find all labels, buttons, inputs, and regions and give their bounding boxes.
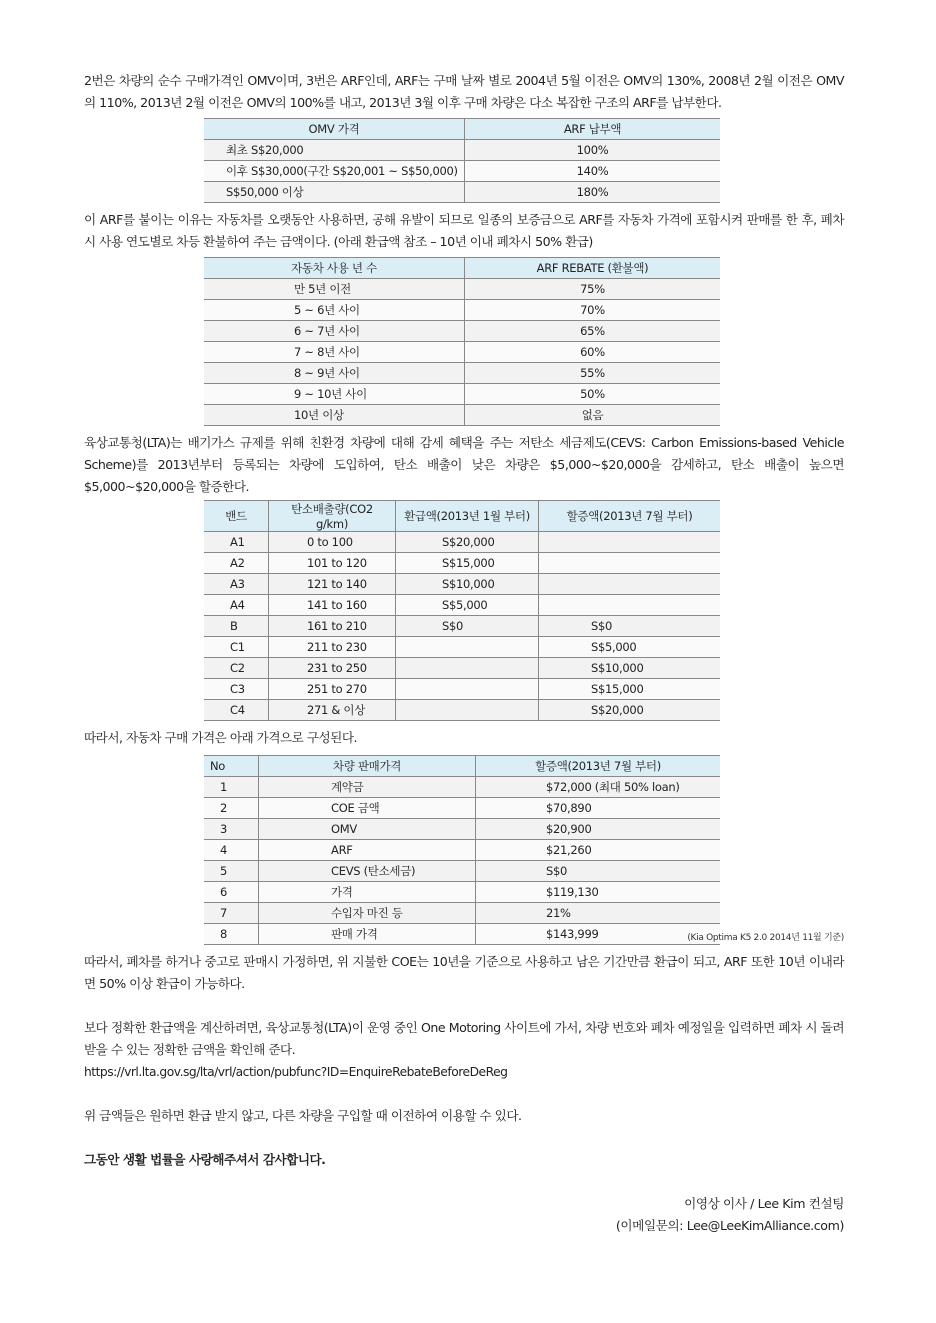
document-body — [84, 70, 844, 1237]
table-cell: 8 ~ 9년 사이 — [204, 363, 465, 384]
table-cell: 60% — [465, 342, 721, 363]
table-cell — [396, 679, 539, 700]
paragraph-one-motoring: 보다 정확한 환급액을 계산하려면, 육상교통청(LTA)이 운영 중인 One Motoring 사이트에 가서, 차량 번호와 폐차 예정일을 입력하면 폐차 시 돌려받을 수 있는 정확한 금액을 확인해 준다. — [84, 1020, 844, 1057]
table-cell: S$15,000 — [396, 553, 539, 574]
signature — [84, 1193, 844, 1237]
table-cell: 2 — [204, 798, 259, 819]
table-cell — [396, 658, 539, 679]
price-header-item: 차량 판매가격 — [259, 756, 476, 777]
arf-table — [204, 118, 720, 203]
price-table-note: (Kia Optima K5 2.0 2014년 11월 기준) — [687, 933, 844, 943]
table-row — [204, 861, 720, 882]
table-cell: 141 to 160 — [269, 595, 396, 616]
cevs-header-band: 밴드 — [204, 501, 269, 532]
table-cell: $20,900 — [476, 819, 721, 840]
table-cell: S$50,000 이상 — [204, 182, 465, 203]
table-row — [204, 777, 720, 798]
table-cell: CEVS (탄소세금) — [259, 861, 476, 882]
table-cell: COE 금액 — [259, 798, 476, 819]
table-cell: $143,999 — [476, 924, 721, 945]
table-cell: 1 — [204, 777, 259, 798]
table-cell: 6 — [204, 882, 259, 903]
table-cell — [539, 532, 721, 553]
table-row — [204, 161, 720, 182]
table-cell: 이후 S$30,000(구간 S$20,001 ~ S$50,000) — [204, 161, 465, 182]
rebate-table — [204, 257, 720, 426]
table-row — [204, 840, 720, 861]
table-cell: 231 to 250 — [269, 658, 396, 679]
table-cell: C4 — [204, 700, 269, 721]
table-cell: 100% — [465, 140, 721, 161]
table-cell: $70,890 — [476, 798, 721, 819]
table-row — [204, 279, 720, 300]
rebate-table-body — [204, 279, 720, 426]
table-cell: S$5,000 — [539, 637, 721, 658]
table-cell: 10년 이상 — [204, 405, 465, 426]
table-row — [204, 553, 720, 574]
price-header-no: No — [204, 756, 259, 777]
paragraph-price-intro: 따라서, 자동차 구매 가격은 아래 가격으로 구성된다. — [84, 730, 358, 745]
table-cell: $119,130 — [476, 882, 721, 903]
cevs-table-body — [204, 532, 720, 721]
table-row — [204, 405, 720, 426]
table-cell: 271 & 이상 — [269, 700, 396, 721]
table-cell: 55% — [465, 363, 721, 384]
cevs-table — [204, 500, 720, 721]
price-table-body — [204, 777, 720, 945]
table-row — [204, 903, 720, 924]
arf-header-amount: ARF 납부액 — [465, 119, 721, 140]
table-cell: 70% — [465, 300, 721, 321]
cevs-header-surcharge: 할증액(2013년 7월 부터) — [539, 501, 721, 532]
table-cell: S$20,000 — [396, 532, 539, 553]
table-cell: C3 — [204, 679, 269, 700]
table-cell: 161 to 210 — [269, 616, 396, 637]
table-row — [204, 140, 720, 161]
table-cell: ARF — [259, 840, 476, 861]
table-cell — [539, 553, 721, 574]
table-row — [204, 798, 720, 819]
table-cell: 65% — [465, 321, 721, 342]
table-cell: 5 — [204, 861, 259, 882]
table-row — [204, 819, 720, 840]
table-cell: 만 5년 이전 — [204, 279, 465, 300]
signature-author: 이영상 이사 / Lee Kim 컨설팅 — [684, 1196, 844, 1211]
rebate-header-years: 자동차 사용 년 수 — [204, 258, 465, 279]
table-cell: A1 — [204, 532, 269, 553]
paragraph-refund: 따라서, 폐차를 하거나 중고로 판매시 가정하면, 위 지불한 COE는 10년을 기준으로 사용하고 남은 기간만큼 환급이 되고, ARF 또한 10년 이내라면 50% 이상 환급이 가능하다. — [84, 954, 844, 991]
table-cell: A4 — [204, 595, 269, 616]
rebate-header-amount: ARF REBATE (환불액) — [465, 258, 721, 279]
table-cell: 180% — [465, 182, 721, 203]
table-cell: S$10,000 — [396, 574, 539, 595]
table-row — [204, 595, 720, 616]
table-cell — [539, 574, 721, 595]
table-row — [204, 384, 720, 405]
paragraph-omv-arf: 2번은 차량의 순수 구매가격인 OMV이며, 3번은 ARF인데, ARF는 구매 날짜 별로 2004년 5월 이전은 OMV의 130%, 2008년 2월 이전은 OMV의 110%, 2013년 2월 이전은 OMV의 100%를 내고, 2013년 3월 이후 구매 차량은 다소 복잡한 구조의 ARF를 납부한다. — [84, 73, 844, 110]
table-row — [204, 532, 720, 553]
table-cell: 75% — [465, 279, 721, 300]
price-table-wrap — [84, 755, 844, 945]
table-cell — [396, 700, 539, 721]
table-cell: 7 ~ 8년 사이 — [204, 342, 465, 363]
table-cell: S$15,000 — [539, 679, 721, 700]
cevs-header-emission: 탄소배출량(CO2 g/km) — [269, 501, 396, 532]
table-row — [204, 658, 720, 679]
table-cell: C1 — [204, 637, 269, 658]
table-cell: 4 — [204, 840, 259, 861]
paragraph-cevs: 육상교통청(LTA)는 배기가스 규제를 위해 친환경 차량에 대해 감세 혜택을 주는 저탄소 세금제도(CEVS: Carbon Emissions-based Vehicle Scheme)를 2013년부터 등록되는 차량에 도입하여, 탄소 배출이 낮은 차량은 $5,000~$20,000을 감세하고, 탄소 배출이 높으면 $5,000~$20,000을 할증한다. — [84, 435, 844, 494]
table-cell: S$0 — [539, 616, 721, 637]
table-cell: 101 to 120 — [269, 553, 396, 574]
table-row — [204, 182, 720, 203]
table-cell — [539, 595, 721, 616]
table-cell: 9 ~ 10년 사이 — [204, 384, 465, 405]
table-row — [204, 363, 720, 384]
table-row — [204, 637, 720, 658]
table-cell: 8 — [204, 924, 259, 945]
table-cell: B — [204, 616, 269, 637]
table-cell: 5 ~ 6년 사이 — [204, 300, 465, 321]
paragraph-arf-reason: 이 ARF를 붙이는 이유는 자동차를 오랫동안 사용하면, 공해 유발이 되므로 일종의 보증금으로 ARF를 자동차 가격에 포함시켜 판매를 한 후, 폐차시 사용 연도별로 차등 환불하여 주는 금액이다. (아래 환급액 참조 – 10년 이내 폐차시 50% 환급) — [84, 212, 844, 249]
arf-header-omv: OMV 가격 — [204, 119, 465, 140]
table-cell: 가격 — [259, 882, 476, 903]
price-table — [204, 755, 720, 945]
table-cell: 6 ~ 7년 사이 — [204, 321, 465, 342]
table-cell: 계약금 — [259, 777, 476, 798]
table-row — [204, 300, 720, 321]
table-row — [204, 342, 720, 363]
table-cell: 없음 — [465, 405, 721, 426]
table-cell: 7 — [204, 903, 259, 924]
table-row — [204, 574, 720, 595]
table-row — [204, 321, 720, 342]
table-cell: A3 — [204, 574, 269, 595]
price-header-amount: 할증액(2013년 7월 부터) — [476, 756, 721, 777]
signature-email: (이메일문의: Lee@LeeKimAlliance.com) — [615, 1218, 844, 1233]
paragraph-transfer: 위 금액들은 원하면 환급 받지 않고, 다른 차량을 구입할 때 이전하여 이용할 수 있다. — [84, 1108, 522, 1123]
table-cell: S$5,000 — [396, 595, 539, 616]
table-cell: 판매 가격 — [259, 924, 476, 945]
closing-thanks: 그동안 생활 법률을 사랑해주셔서 감사합니다. — [84, 1152, 326, 1167]
table-cell: 121 to 140 — [269, 574, 396, 595]
table-cell: OMV — [259, 819, 476, 840]
table-row — [204, 924, 720, 945]
arf-table-body — [204, 140, 720, 203]
table-cell: 0 to 100 — [269, 532, 396, 553]
table-row — [204, 882, 720, 903]
table-cell: S$10,000 — [539, 658, 721, 679]
table-row — [204, 679, 720, 700]
table-cell: S$20,000 — [539, 700, 721, 721]
table-cell: 3 — [204, 819, 259, 840]
table-cell: 21% — [476, 903, 721, 924]
table-cell: 50% — [465, 384, 721, 405]
table-cell: $72,000 (최대 50% loan) — [476, 777, 721, 798]
table-cell: 251 to 270 — [269, 679, 396, 700]
table-row — [204, 700, 720, 721]
table-cell: A2 — [204, 553, 269, 574]
table-cell: 수입자 마진 등 — [259, 903, 476, 924]
cevs-header-rebate: 환급액(2013년 1월 부터) — [396, 501, 539, 532]
table-cell: 최초 S$20,000 — [204, 140, 465, 161]
table-cell: C2 — [204, 658, 269, 679]
table-cell: S$0 — [476, 861, 721, 882]
table-cell — [396, 637, 539, 658]
table-row — [204, 616, 720, 637]
table-cell: 140% — [465, 161, 721, 182]
rebate-enquiry-link[interactable]: https://vrl.lta.gov.sg/lta/vrl/action/pubfunc?ID=EnquireRebateBeforeDeReg — [84, 1065, 508, 1079]
table-cell: $21,260 — [476, 840, 721, 861]
table-cell: S$0 — [396, 616, 539, 637]
table-cell: 211 to 230 — [269, 637, 396, 658]
